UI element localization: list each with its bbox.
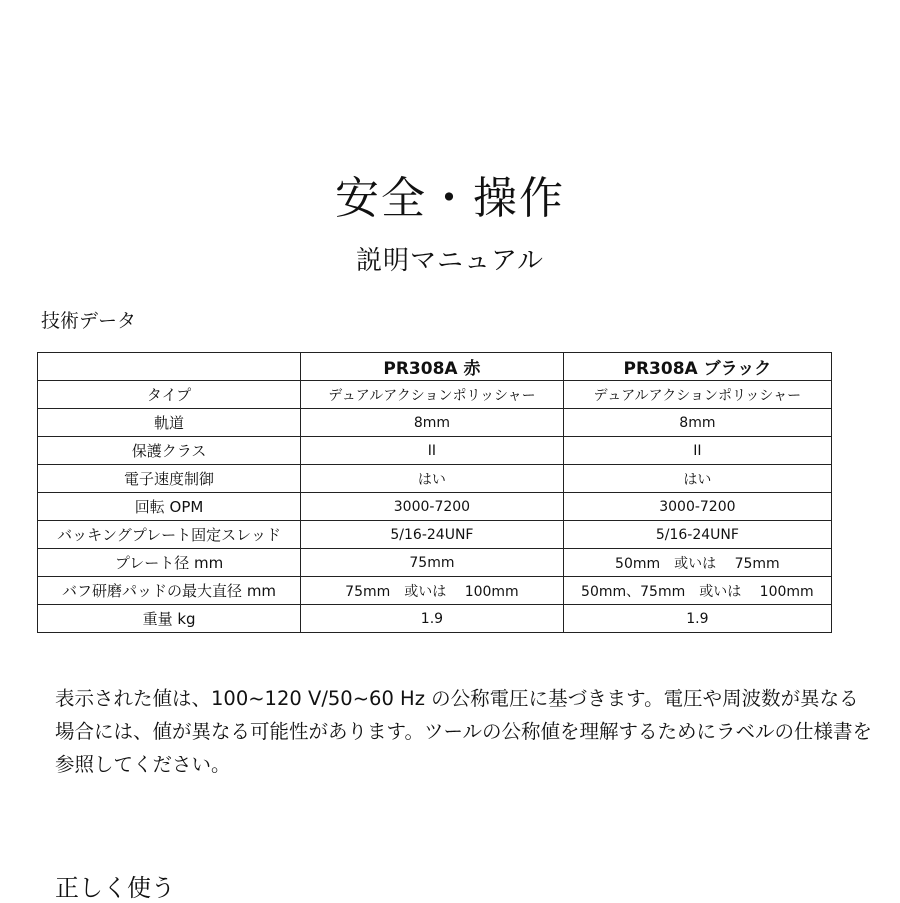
row-value-red: 5/16-24UNF xyxy=(301,521,564,549)
row-label: 保護クラス xyxy=(38,437,301,465)
section-label: 技術データ xyxy=(41,310,137,332)
table-row xyxy=(38,605,832,633)
page-title: 安全・操作 xyxy=(335,173,565,224)
row-value-red: 1.9 xyxy=(301,605,564,633)
row-value-red: デュアルアクションポリッシャー xyxy=(301,381,564,409)
table-row xyxy=(38,493,832,521)
row-label: 軌道 xyxy=(38,409,301,437)
header-cell-empty xyxy=(38,353,301,381)
row-label: 回転 OPM xyxy=(38,493,301,521)
page-subtitle: 説明マニュアル xyxy=(356,246,544,276)
row-value-black: デュアルアクションポリッシャー xyxy=(563,381,831,409)
row-value-black: 3000-7200 xyxy=(563,493,831,521)
row-value-black: 5/16-24UNF xyxy=(563,521,831,549)
row-value-black: II xyxy=(563,437,831,465)
row-value-black: 50mm 或いは 75mm xyxy=(563,549,831,577)
section-heading-correct-use: 正しく使う xyxy=(55,874,175,902)
row-label: 重量 kg xyxy=(38,605,301,633)
table-row xyxy=(38,381,832,409)
voltage-note: 表示された値は、100~120 V/50~60 Hz の公称電圧に基づきます。電圧や周波数が異なる場合には、値が異なる可能性があります。ツールの公称値を理解するためにラベルの仕様書を参照してください。 xyxy=(55,687,873,776)
row-value-red: はい xyxy=(301,465,564,493)
row-label: プレート径 mm xyxy=(38,549,301,577)
row-label: 電子速度制御 xyxy=(38,465,301,493)
spec-table xyxy=(37,352,832,633)
row-label: タイプ xyxy=(38,381,301,409)
table-row xyxy=(38,577,832,605)
row-value-black: はい xyxy=(563,465,831,493)
row-value-red: 3000-7200 xyxy=(301,493,564,521)
header-cell-black-model: PR308A ブラック xyxy=(563,353,831,381)
table-row xyxy=(38,549,832,577)
row-value-red: 8mm xyxy=(301,409,564,437)
row-value-black: 1.9 xyxy=(563,605,831,633)
row-value-black: 8mm xyxy=(563,409,831,437)
table-row xyxy=(38,465,832,493)
row-value-red: 75mm 或いは 100mm xyxy=(301,577,564,605)
table-row xyxy=(38,521,832,549)
row-value-red: II xyxy=(301,437,564,465)
table-row xyxy=(38,437,832,465)
row-label: バッキングプレート固定スレッド xyxy=(38,521,301,549)
table-header-row xyxy=(38,353,832,381)
header-cell-red-model: PR308A 赤 xyxy=(301,353,564,381)
table-row xyxy=(38,409,832,437)
row-value-red: 75mm xyxy=(301,549,564,577)
row-value-black: 50mm、75mm 或いは 100mm xyxy=(563,577,831,605)
row-label: バフ研磨パッドの最大直径 mm xyxy=(38,577,301,605)
